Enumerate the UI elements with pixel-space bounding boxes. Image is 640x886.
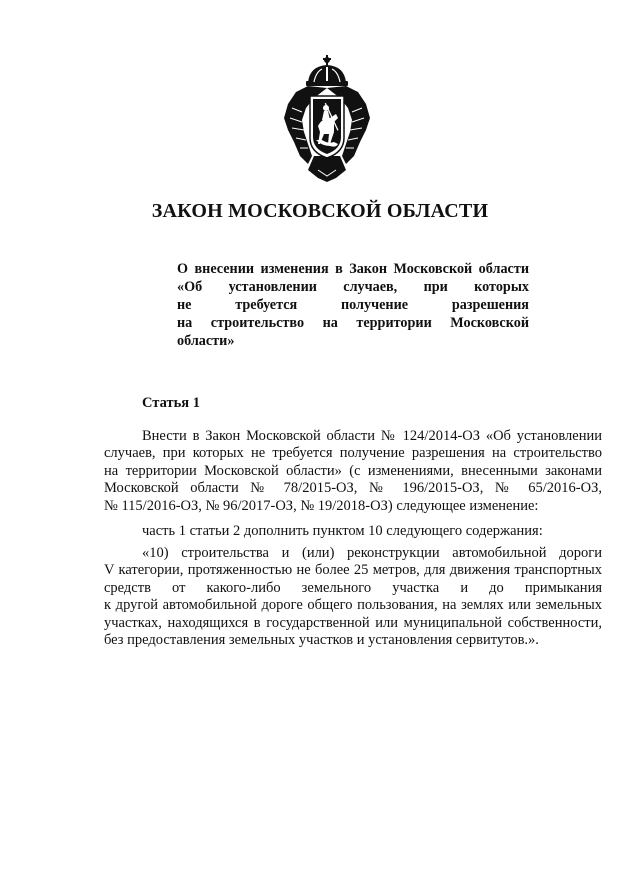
paragraph-line: часть 1 статьи 2 дополнить пунктом 10 следующего содержания: <box>142 523 543 539</box>
paragraph-line: участках, находящихся в государственной или муниципальной собственности, <box>104 614 602 631</box>
paragraph-line: на территории Московской области» (с изменениями, внесенными законами <box>104 462 602 479</box>
paragraph-line: Московской области № 78/2015-ОЗ, № 196/2015-ОЗ, № 65/2016-ОЗ, <box>104 480 602 497</box>
subject-line: не требуется получение разрешения <box>177 297 529 313</box>
moscow-oblast-coat-of-arms-icon <box>278 52 376 184</box>
article-heading: Статья 1 <box>142 395 200 411</box>
paragraph-clause-10 <box>104 545 602 649</box>
paragraph-line: случаев, при которых не требуется получение разрешения на строительство <box>104 445 602 462</box>
law-title: ЗАКОН МОСКОВСКОЙ ОБЛАСТИ <box>151 200 489 222</box>
subject-line: области» <box>177 333 235 349</box>
paragraph-line: V категории, протяженностью не более 25 метров, для движения транспортных <box>104 562 602 579</box>
paragraph-line: к другой автомобильной дороге общего пользования, на землях или земельных <box>104 597 602 614</box>
paragraph-line: Внести в Закон Московской области № 124/2014-ОЗ «Об установлении <box>142 428 602 444</box>
paragraph-line: средств от какого-либо земельного участка и до примыкания <box>104 579 602 596</box>
paragraph-part <box>104 523 602 540</box>
subject-line: «Об установлении случаев, при которых <box>177 279 529 295</box>
paragraph-line: «10) строительства и (или) реконструкции автомобильной дороги <box>142 545 602 561</box>
paragraph-line: без предоставления земельных участков и установления сервитутов.». <box>104 632 539 649</box>
paragraph-amendment <box>104 428 602 515</box>
subject-line: на строительство на территории Московской <box>177 315 529 331</box>
subject-line: О внесении изменения в Закон Московской области <box>177 261 529 277</box>
paragraph-line: № 115/2016-ОЗ, № 96/2017-ОЗ, № 19/2018-ОЗ) следующее изменение: <box>104 497 539 514</box>
law-subject <box>177 260 529 350</box>
